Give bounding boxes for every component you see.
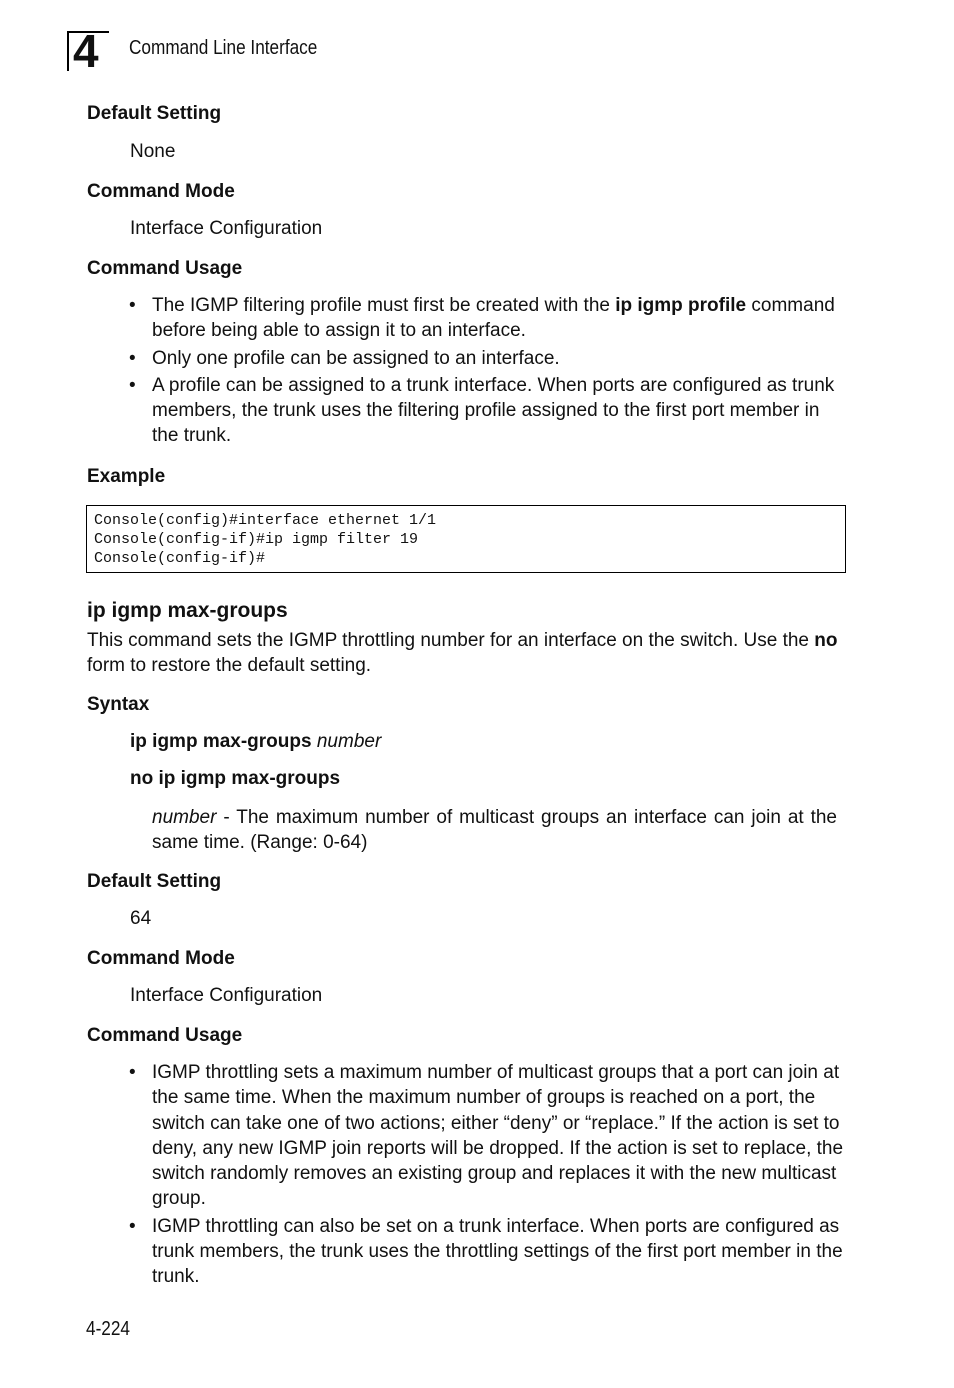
code-line: Console(config-if)# xyxy=(94,550,266,567)
command-mode-value: Interface Configuration xyxy=(130,218,323,239)
command-usage-heading-2: Command Usage xyxy=(87,1025,243,1046)
default-setting-heading-2: Default Setting xyxy=(87,871,222,892)
running-title: Command Line Interface xyxy=(129,37,318,59)
command-title: ip igmp max-groups xyxy=(87,599,288,622)
default-setting-value: None xyxy=(130,141,176,162)
command-mode-heading: Command Mode xyxy=(87,181,235,202)
default-setting-value-2: 64 xyxy=(130,908,152,929)
command-usage-heading: Command Usage xyxy=(87,258,243,279)
code-line: Console(config)#interface ethernet 1/1 xyxy=(94,512,437,529)
syntax-line: ip igmp max-groups number xyxy=(130,731,382,752)
parameter-description: number - The maximum number of multicast groups an interface can join at the same time. (Range: 0-64) xyxy=(152,807,837,854)
list-item: • IGMP throttling can also be set on a trunk interface. When ports are configured as trunk members, the trunk uses the throttling settings of the first port member in the trunk. xyxy=(129,1214,844,1290)
list-item: • Only one profile can be assigned to an interface. xyxy=(129,346,844,371)
example-heading: Example xyxy=(87,466,166,487)
page-number: 4-224 xyxy=(86,1318,130,1340)
syntax-no-line: no ip igmp max-groups xyxy=(130,768,341,789)
default-setting-heading: Default Setting xyxy=(87,103,222,124)
command-mode-value-2: Interface Configuration xyxy=(130,985,323,1006)
chapter-number-box xyxy=(67,25,109,77)
list-item: • The IGMP filtering profile must first be created with the ip igmp profile command before being able to assign it to an interface. xyxy=(129,293,844,344)
usage-list xyxy=(129,293,844,451)
command-mode-heading-2: Command Mode xyxy=(87,948,235,969)
usage-list-2 xyxy=(129,1060,844,1292)
syntax-heading: Syntax xyxy=(87,694,150,715)
chapter-number: 4 xyxy=(73,25,99,77)
list-item: • IGMP throttling sets a maximum number of multicast groups that a port can join at the same time. When the maximum number of groups is reached on a port, the switch can take one of two actions; either “deny” or “replace.” If the action is set to deny, any new IGMP join reports will be dropped. If the action is set to replace, the switch randomly removes an existing group and replaces it with the new multicast group. xyxy=(129,1060,844,1212)
list-item: • A profile can be assigned to a trunk interface. When ports are configured as trunk members, the trunk uses the filtering profile assigned to the first port member in the trunk. xyxy=(129,373,844,449)
command-description: This command sets the IGMP throttling number for an interface on the switch. Use the no form to restore the default setting. xyxy=(87,630,838,677)
code-line: Console(config-if)#ip igmp filter 19 xyxy=(94,531,419,548)
code-example xyxy=(86,505,846,573)
